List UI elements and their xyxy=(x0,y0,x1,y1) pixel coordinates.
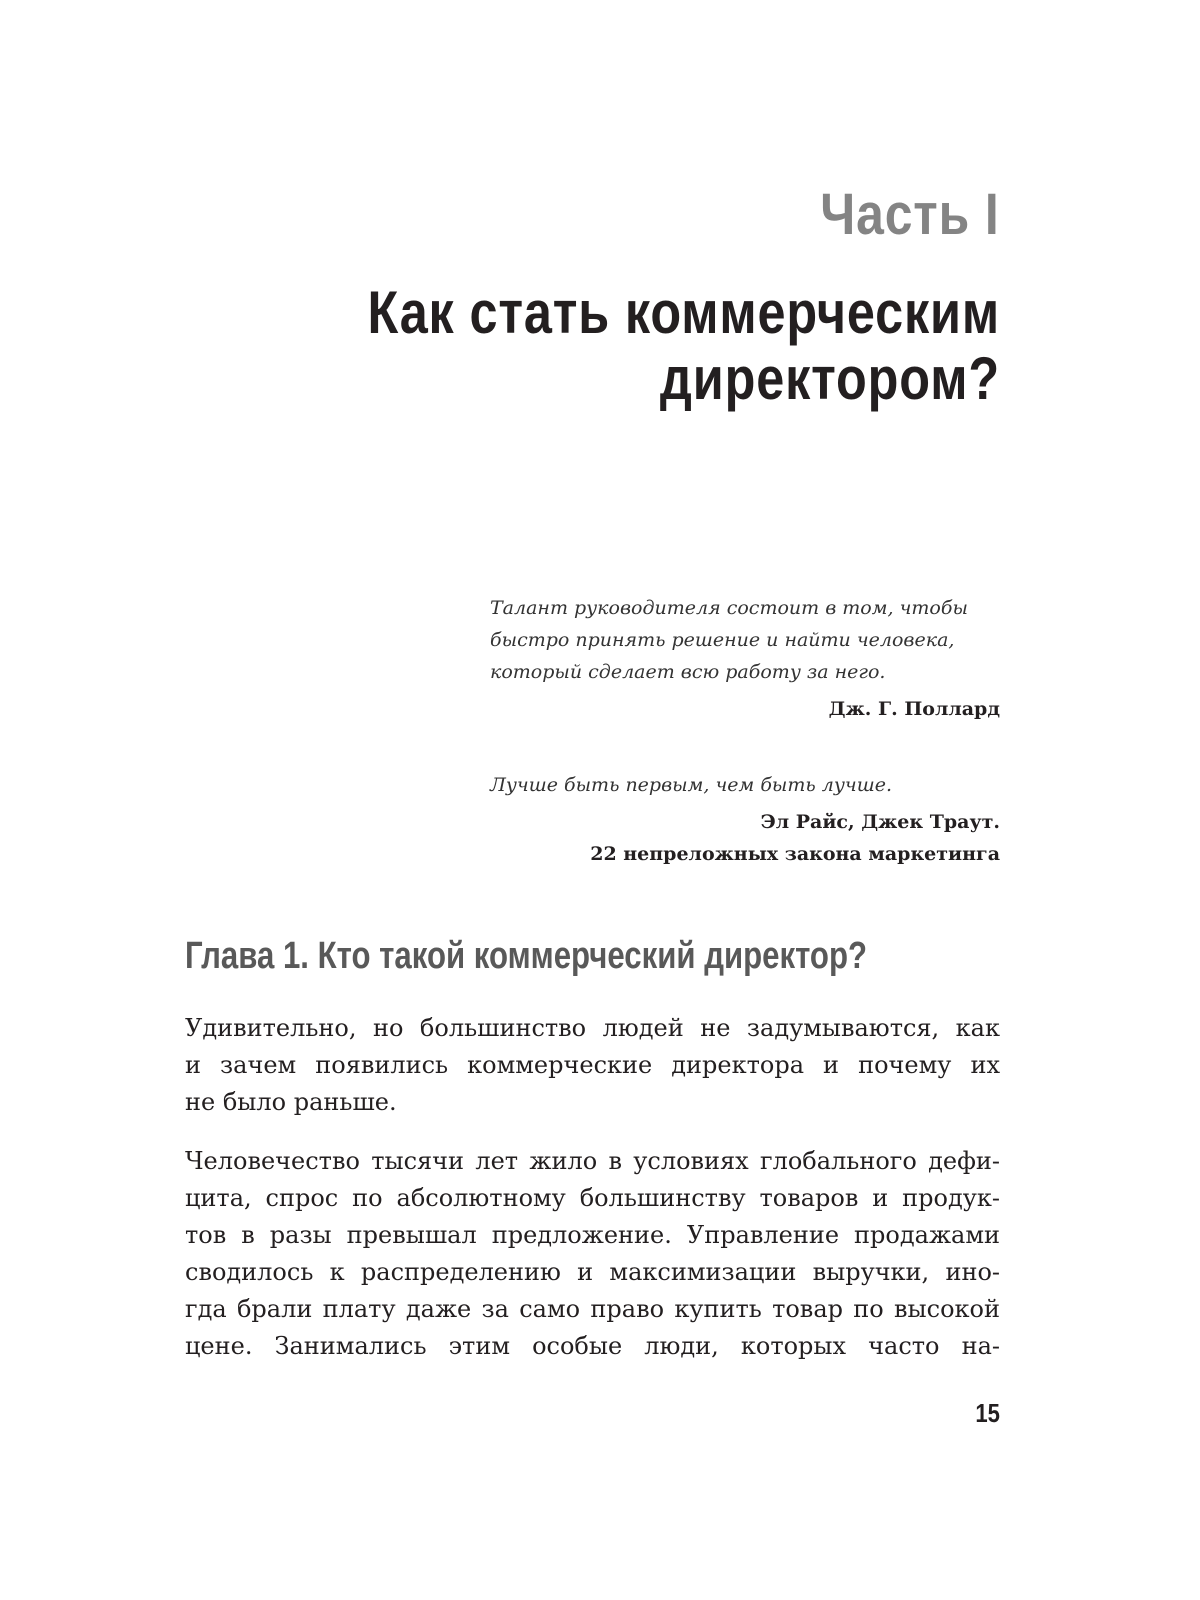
epigraph-author: Эл Райс, Джек Траут. xyxy=(760,811,1000,833)
epigraph-quote-line: Лучше быть первым, чем быть лучше. xyxy=(490,774,893,796)
part-title-line: директором? xyxy=(659,345,1000,412)
text-line: гда брали плату даже за само право купить товар по высокой xyxy=(185,1295,1000,1323)
epigraph-quote xyxy=(490,592,1000,688)
epigraph-quote-line: быстро принять решение и найти человека, xyxy=(490,629,955,651)
chapter-title: Глава 1. Кто такой коммерческий директор? xyxy=(185,935,868,977)
text-line: цита, спрос по абсолютному большинству товаров и продук- xyxy=(185,1184,1000,1212)
text-line: сводилось к распределению и максимизации выручки, ино- xyxy=(185,1258,1000,1286)
epigraph-quote-line: Талант руководителя состоит в том, чтобы xyxy=(490,597,968,619)
text-line: не было раньше. xyxy=(185,1088,397,1116)
page-number: 15 xyxy=(975,1398,1000,1428)
epigraph-quote-line: который сделает всю работу за него. xyxy=(490,661,886,683)
part-label: Часть I xyxy=(820,182,1000,247)
text-line: цене. Занимались этим особые люди, которых часто на- xyxy=(185,1332,1000,1360)
body-paragraph xyxy=(185,1010,1000,1121)
part-title xyxy=(368,280,1000,412)
text-line: Человечество тысячи лет жило в условиях глобального дефи- xyxy=(185,1147,1000,1175)
epigraph-quote xyxy=(490,769,1000,801)
epigraphs xyxy=(480,592,1000,870)
epigraph-author: Дж. Г. Поллард xyxy=(828,698,1000,720)
body-paragraph xyxy=(185,1143,1000,1365)
epigraph xyxy=(480,769,1000,870)
part-title-line: Как стать коммерческим xyxy=(367,279,1000,346)
epigraph xyxy=(480,592,1000,725)
text-line: тов в разы превышал предложение. Управление продажами xyxy=(185,1221,1000,1249)
text-line: Удивительно, но большинство людей не задумываются, как xyxy=(185,1014,1000,1042)
epigraph-source: 22 непреложных закона маркетинга xyxy=(590,843,1000,865)
text-line: и зачем появились коммерческие директора и почему их xyxy=(185,1051,1000,1079)
